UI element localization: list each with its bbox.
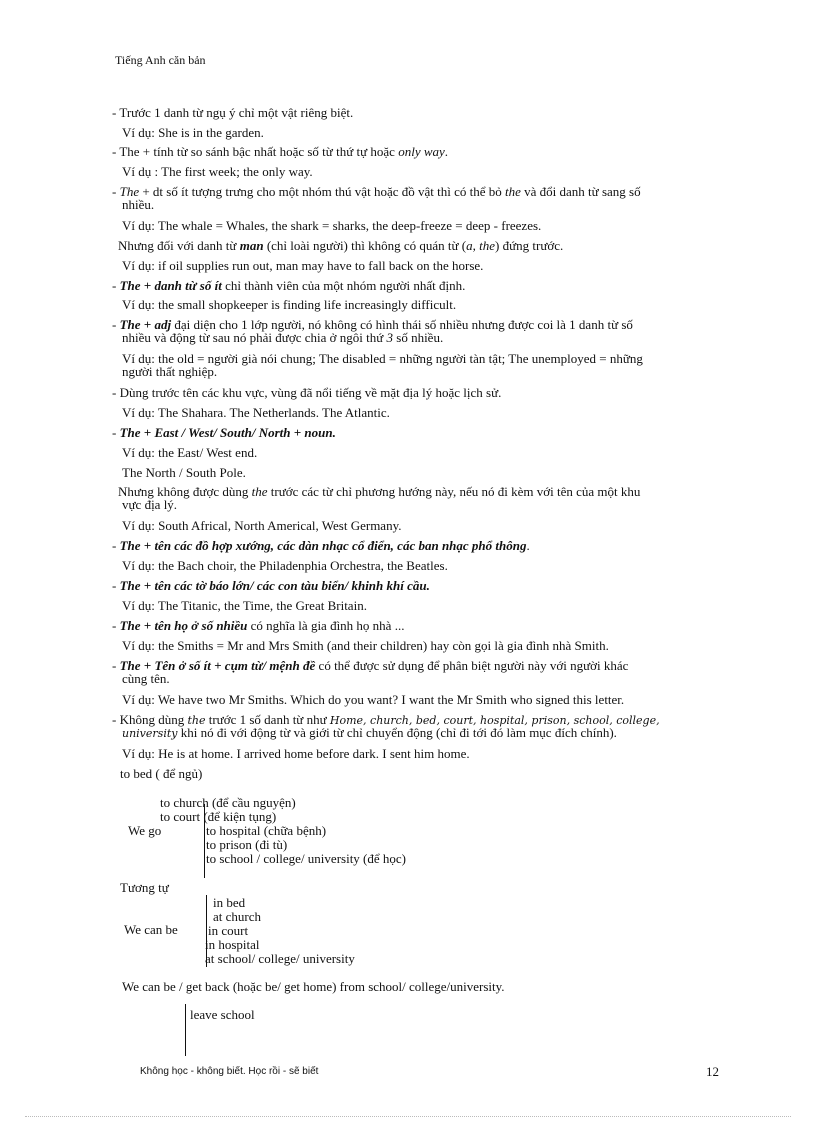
rule-line: - The + tên các tờ báo lớn/ các con tàu biển/ khinh khí cầu. (112, 578, 430, 593)
diagram-item: in hospital (205, 937, 260, 952)
rule-line-cont: cùng tên. (122, 671, 170, 686)
rule-line: - The + dt số ít tượng trưng cho một nhóm thú vật hoặc đồ vật thì có thể bỏ the và đổi danh từ sang số (112, 184, 641, 199)
diagram-subject: We go (128, 823, 162, 838)
diagram-item: to court (để kiện tụng) (160, 809, 277, 824)
example-line: Ví dụ: South Africal, North Americal, West Germany. (122, 518, 402, 533)
rule-line: - The + adj đại diện cho 1 lớp người, nó không có hình thái số nhiều nhưng được coi là 1 danh từ số (112, 317, 633, 332)
page-footer: Không học - không biết. Học rồi - sẽ biết (140, 1066, 319, 1077)
rule-line: - The + tên các đồ hợp xướng, các dàn nhạc cổ điển, các ban nhạc phổ thông. (112, 538, 530, 553)
diagram-item: at school/ college/ university (205, 951, 355, 966)
example-line: Ví dụ: He is at home. I arrived home before dark. I sent him home. (122, 746, 470, 761)
diagram-subject: We can be (124, 922, 178, 937)
diagram-item: in court (208, 923, 249, 938)
diagram-item: in bed (213, 895, 246, 910)
rule-line: - Không dùng the trước 1 số danh từ như Home, church, bed, court, hospital, prison, school, college, (112, 712, 660, 727)
example-line: Ví dụ : The first week; the only way. (122, 164, 313, 179)
example-line: We can be / get back (hoặc be/ get home) from school/ college/university. (122, 979, 505, 994)
rule-line: - The + danh từ số ít chỉ thành viên của một nhóm người nhất định. (112, 278, 466, 293)
diagram-item: leave school (190, 1007, 255, 1022)
example-line: Ví dụ: The whale = Whales, the shark = sharks, the deep-freeze = deep - freezes. (122, 218, 542, 233)
diagram-item: to school / college/ university (để học) (206, 851, 407, 866)
example-line: Ví dụ: She is in the garden. (122, 125, 264, 140)
example-line: Ví dụ: if oil supplies run out, man may have to fall back on the horse. (122, 258, 484, 273)
example-line: Ví dụ: the Smiths = Mr and Mrs Smith (and their children) hay còn gọi là gia đình nhà Smith. (122, 638, 609, 653)
rule-line: - Trước 1 danh từ ngụ ý chỉ một vật riêng biệt. (112, 105, 354, 120)
page-number: 12 (706, 1064, 719, 1079)
rule-line: - The + East / West/ South/ North + noun. (112, 425, 336, 440)
rule-line: - The + tên họ ở số nhiều có nghĩa là gia đình họ nhà ... (112, 618, 405, 633)
example-line: Ví dụ: We have two Mr Smiths. Which do you want? I want the Mr Smith who signed this letter. (122, 692, 625, 707)
note-line-cont: vực địa lý. (122, 497, 178, 512)
example-line: Ví dụ: the old = người già nói chung; The disabled = những người tàn tật; The unemployed = những (122, 351, 643, 366)
example-line: The North / South Pole. (122, 465, 246, 480)
rule-line: - Dùng trước tên các khu vực, vùng đã nổi tiếng về mặt địa lý hoặc lịch sử. (112, 385, 502, 400)
example-line: Ví dụ: the Bach choir, the Philadenphia Orchestra, the Beatles. (122, 558, 448, 573)
rule-line: - The + tính từ so sánh bậc nhất hoặc số từ thứ tự hoặc only way. (112, 144, 449, 159)
note-line: Nhưng không được dùng the trước các từ chỉ phương hướng này, nếu nó đi kèm với tên của một khu (118, 484, 641, 499)
diagram-item: to church (để cầu nguyện) (160, 795, 296, 810)
page-header: Tiếng Anh căn bản (115, 53, 206, 67)
bracket-line (185, 1004, 186, 1056)
diagram-item: to hospital (chữa bệnh) (206, 823, 327, 838)
rule-line: - The + Tên ở số ít + cụm từ/ mệnh đề có thể được sử dụng để phân biệt người này với người khác (112, 658, 629, 673)
page-bottom-divider (25, 1116, 791, 1117)
rule-line-cont: university khi nó đi với động từ và giới từ chỉ chuyển động (chỉ đi tới đó làm mục đích chính). (122, 725, 617, 740)
rule-line-cont: nhiều. (122, 197, 155, 212)
example-line: to bed ( để ngủ) (120, 766, 203, 781)
example-line: Ví dụ: the small shopkeeper is finding life increasingly difficult. (122, 297, 457, 312)
diagram-item: to prison (đi tù) (206, 837, 288, 852)
tuong-tu-label: Tương tự (120, 880, 169, 895)
note-line: Nhưng đối với danh từ man (chỉ loài người) thì không có quán từ (a, the) đứng trước. (118, 238, 564, 253)
diagram-item: at church (213, 909, 262, 924)
example-line-cont: người thất nghiệp. (122, 364, 218, 379)
rule-line-cont: nhiều và động từ sau nó phải được chia ở ngôi thứ 3 số nhiều. (122, 330, 444, 345)
example-line: Ví dụ: The Titanic, the Time, the Great Britain. (122, 598, 367, 613)
example-line: Ví dụ: the East/ West end. (122, 445, 258, 460)
example-line: Ví dụ: The Shahara. The Netherlands. The Atlantic. (122, 405, 390, 420)
